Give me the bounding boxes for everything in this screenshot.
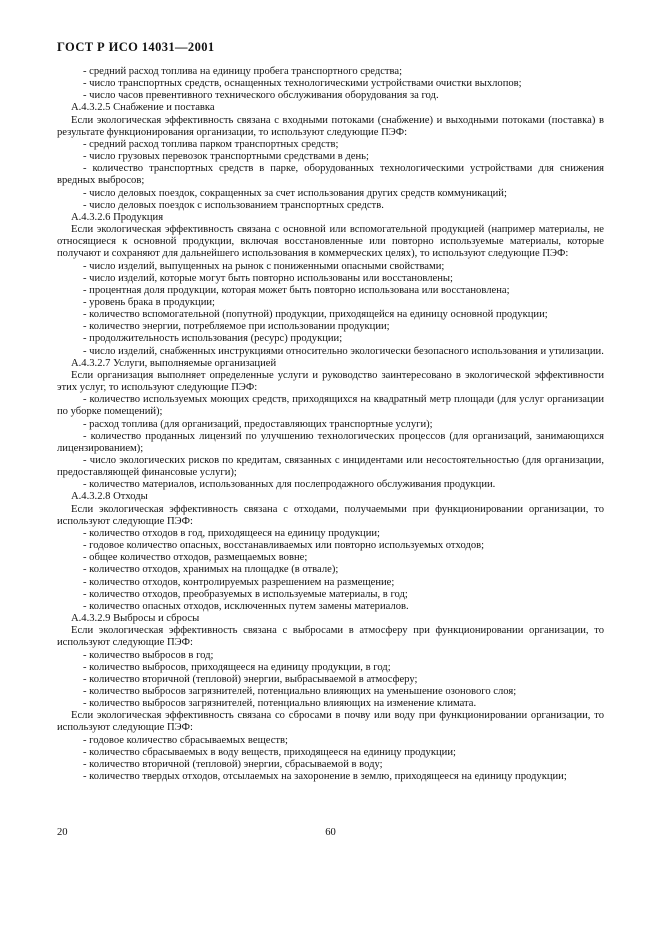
paragraph: Если экологическая эффективность связана с отходами, получаемыми при функционировании организации, то используют следующие ПЭФ: <box>57 503 604 527</box>
bullet-item: - количество выбросов, приходящееся на единицу продукции, в год; <box>83 661 391 673</box>
bullet-item: - количество выбросов загрязнителей, потенциально влияющих на изменение климата. <box>83 698 477 710</box>
bullet-item: - количество энергии, потребляемое при использовании продукции; <box>83 321 390 333</box>
bullet-item: - число изделий, которые могут быть повторно использованы или восстановлены; <box>83 272 453 284</box>
bullet-item: - средний расход топлива парком транспортных средств; <box>83 138 339 150</box>
bullet-item: - количество материалов, использованных для послепродажного обслуживания продукции. <box>83 479 496 491</box>
bullet-item: - количество твердых отходов, отсылаемых на захоронение в землю, приходящееся на единицу продукции; <box>83 771 567 783</box>
bullet-item: - количество транспортных средств в парке, оборудованных технологическими устройствами для снижения вредных выбросов; <box>57 163 604 187</box>
bullet-item: - число часов превентивного технического обслуживания оборудования за год. <box>83 90 439 102</box>
bullet-item: - средний расход топлива на единицу пробега транспортного средства; <box>83 66 403 77</box>
bullet-item: - количество вспомогательной (попутной) продукции, приходящейся на единицу основной продукции; <box>83 309 548 321</box>
section-heading: А.4.3.2.6 Продукция <box>71 211 164 223</box>
bullet-item: - продолжительность использования (ресурс) продукции; <box>83 333 343 345</box>
bullet-item: - годовое количество опасных, восстанавливаемых или повторно используемых отходов; <box>83 540 485 552</box>
paragraph: Если экологическая эффективность связана с основной или вспомогательной продукцией (например материалы, не относящиеся к основной продукции, включая восстановленные или повторно используемые материалы, которые получают и сохраняют для дальнейшего использования в коммерческих целях), то используют следующие ПЭФ: <box>57 224 604 260</box>
document-title: ГОСТ Р ИСО 14031—2001 <box>57 40 215 54</box>
bullet-item: - число изделий, снабженных инструкциями относительно экологически безопасного использования и утилизации. <box>83 345 604 357</box>
bullet-item: - количество опасных отходов, исключенных путем замены материалов. <box>83 600 409 612</box>
bullet-item: - количество отходов в год, приходящееся на единицу продукции; <box>83 527 380 539</box>
bullet-item: - число изделий, выпущенных на рынок с пониженными опасными свойствами; <box>83 260 445 272</box>
bullet-item: - количество сбрасываемых в воду веществ, приходящееся на единицу продукции; <box>83 746 456 758</box>
bullet-item: - процентная доля продукции, которая может быть повторно использована или восстановлена; <box>83 284 510 296</box>
bullet-item: - число экологических рисков по кредитам, связанных с инцидентами или несостоятельностью (для организации, предоставляющей финансовые услуги); <box>57 455 604 479</box>
bullet-item: - уровень брака в продукции; <box>83 296 215 308</box>
paragraph: Если экологическая эффективность связана со сбросами в почву или воду при функционировании организации, то используют следующие ПЭФ: <box>57 710 604 734</box>
document-body <box>57 66 604 783</box>
bullet-item: - число деловых поездок, сокращенных за счет использования других средств коммуникаций; <box>83 187 507 199</box>
bullet-item: - количество отходов, преобразуемых в используемые материалы, в год; <box>83 588 408 600</box>
bullet-item: - число деловых поездок с использованием транспортных средств. <box>83 199 384 211</box>
bullet-item: - количество отходов, контролируемых разрешением на размещение; <box>83 576 395 588</box>
bullet-item: - годовое количество сбрасываемых веществ; <box>83 734 288 746</box>
paragraph: Если организация выполняет определенные услуги и руководство заинтересовано в экологической эффективности этих услуг, то используют следующие ПЭФ: <box>57 369 604 394</box>
bullet-item: - расход топлива (для организаций, предоставляющих транспортные услуги); <box>83 418 433 430</box>
bullet-item: - число грузовых перевозок транспортными средствами в день; <box>83 151 369 163</box>
bullet-item: - общее количество отходов, размещаемых вовне; <box>83 552 308 564</box>
section-heading: А.4.3.2.5 Снабжение и поставка <box>71 102 215 114</box>
bullet-item: - количество выбросов загрязнителей, потенциально влияющих на уменьшение озонового слоя; <box>83 685 517 697</box>
bullet-item: - количество вторичной (тепловой) энергии, выбрасываемой в атмосферу; <box>83 673 418 685</box>
section-heading: А.4.3.2.7 Услуги, выполняемые организацией <box>71 357 277 369</box>
section-heading: А.4.3.2.8 Отходы <box>71 491 148 503</box>
paragraph: Если экологическая эффективность связана с входными потоками (снабжение) и выходными потоками (поставка) в результате функционирования организации, то используют следующие ПЭФ: <box>57 114 604 138</box>
section-heading: А.4.3.2.9 Выбросы и сбросы <box>71 613 200 625</box>
bullet-item: - количество отходов, хранимых на площадке (в отвале); <box>83 564 339 576</box>
footer-center-number: 60 <box>325 827 336 838</box>
bullet-item: - количество проданных лицензий по улучшению технологических процессов (для организаций, занимающихся лицензированием); <box>57 430 604 454</box>
page-number: 20 <box>57 827 68 838</box>
bullet-item: - число транспортных средств, оснащенных технологическими устройствами очистки выхлопов; <box>83 78 522 90</box>
bullet-item: - количество используемых моющих средств, приходящихся на квадратный метр площади (для услуг организации по уборке помещений); <box>57 394 604 418</box>
paragraph: Если экологическая эффективность связана с выбросами в атмосферу при функционировании организации, то используют следующие ПЭФ: <box>57 625 604 649</box>
bullet-item: - количество вторичной (тепловой) энергии, сбрасываемой в воду; <box>83 758 383 770</box>
bullet-item: - количество выбросов в год; <box>83 649 214 661</box>
